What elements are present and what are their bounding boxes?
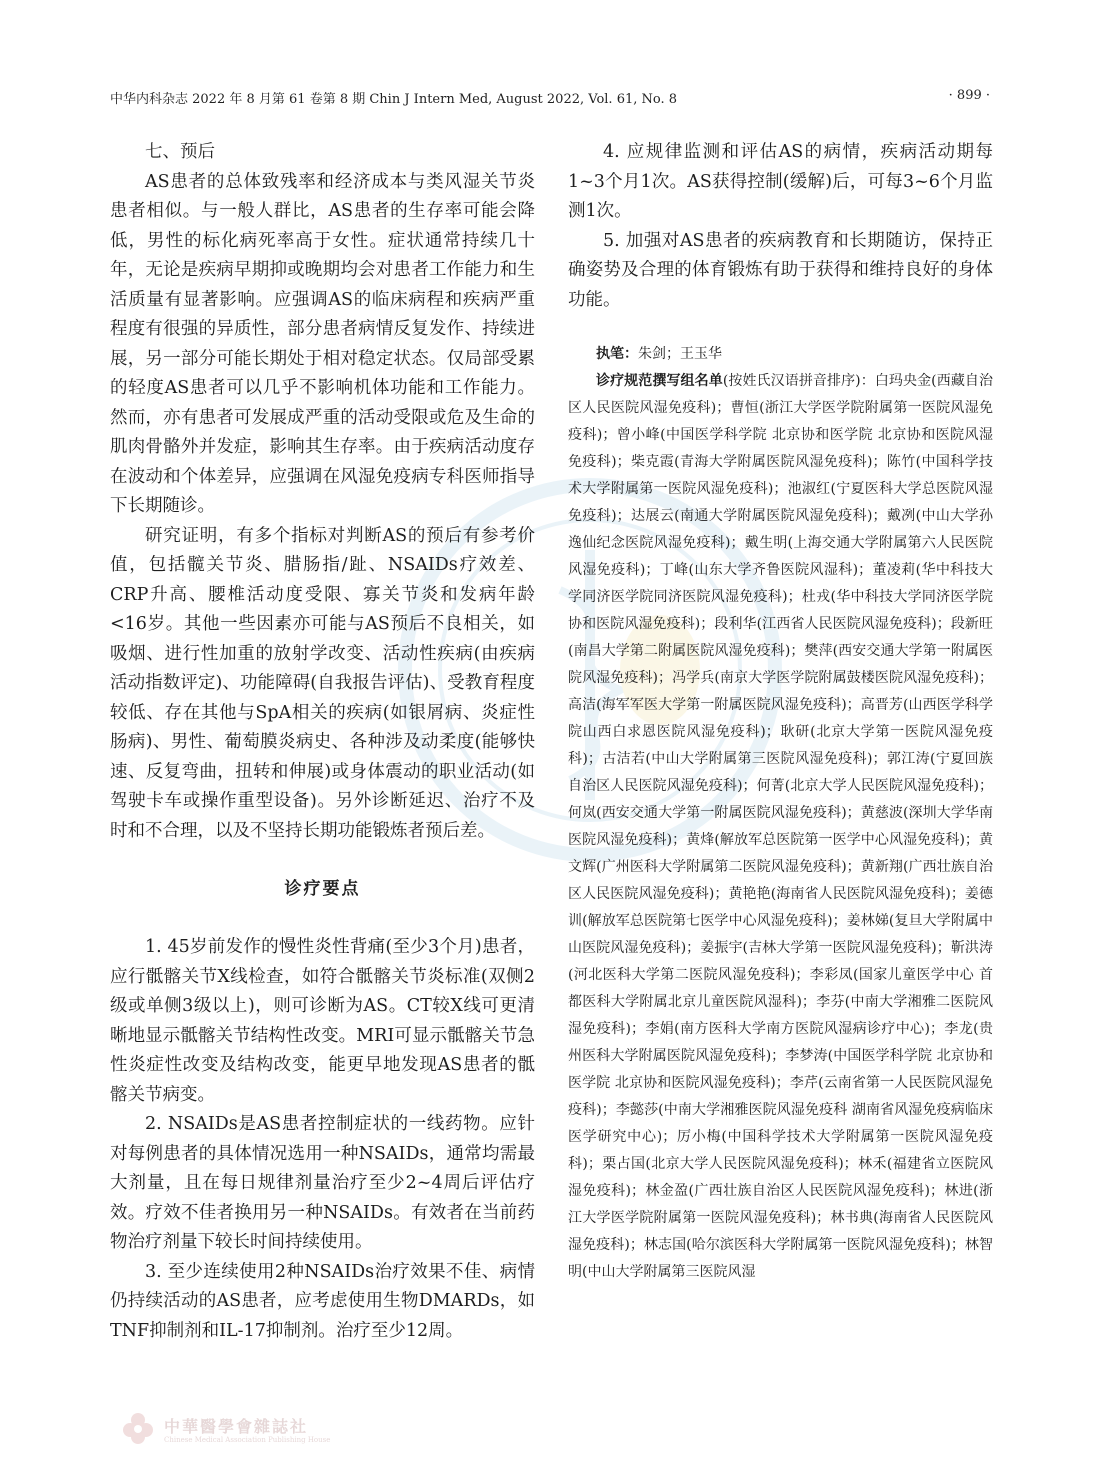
key-point-5: 5. 加强对AS患者的疾病教育和长期随访，保持正确姿势及合理的体育锻炼有助于获得和维持良好的身体功能。	[568, 230, 993, 310]
key-point-3: 3. 至少连续使用2种NSAIDs治疗效果不佳、病情仍持续活动的AS患者，应考虑使用生物DMARDs，如TNF抑制剂和IL-17抑制剂。治疗至少12周。	[110, 1261, 535, 1341]
publisher-logo	[120, 1408, 500, 1448]
journal-citation: 中华内科杂志 2022 年 8 月第 61 卷第 8 期 Chin J Intern Med, August 2022, Vol. 61, No. 8	[110, 92, 678, 107]
section-heading-prognosis: 七、预后	[145, 142, 215, 162]
committee-members: (按姓氏汉语拼音排序)：白玛央金(西藏自治区人民医院风湿免疫科)；曹恒(浙江大学医学院附属第一医院风湿免疫科)；曾小峰(中国医学科学院 北京协和医学院 北京协和医院风湿免疫科)；柴克霞(青海大学附属医院风湿免疫科)；陈竹(中国科学技术大学附属第一医院风湿免疫科)；池淑红(宁夏医科大学总医院风湿免疫科)；达展云(南通大学附属医院风湿免疫科)；戴冽(中山大学孙逸仙纪念医院风湿免疫科)；戴生明(上海交通大学附属第六人民医院风湿免疫科)；丁峰(山东大学齐鲁医院风湿科)；董凌莉(华中科技大学同济医学院同济医院风湿免疫科)；杜戎(华中科技大学同济医学院协和医院风湿免疫科)；段利华(江西省人民医院风湿免疫科)；段新旺(南昌大学第二附属医院风湿免疫科)；樊萍(西安交通大学第一附属医院风湿免疫科)；冯学兵(南京大学医学院附属鼓楼医院风湿免疫科)；高洁(海军军医大学第一附属医院风湿免疫科)；高晋芳(山西医学科学院山西白求恩医院风湿免疫科)；耿研(北京大学第一医院风湿免疫科)；古洁若(中山大学附属第三医院风湿免疫科)；郭江涛(宁夏回族自治区人民医院风湿免疫科)；何菁(北京大学人民医院风湿免疫科)；何岚(西安交通大学第一附属医院风湿免疫科)；黄慈波(深圳大学华南医院风湿免疫科)；黄烽(解放军总医院第一医学中心风湿免疫科)；黄文辉(广州医科大学附属第二医院风湿免疫科)；黄新翔(广西壮族自治区人民医院风湿免疫科)；黄艳艳(海南省人民医院风湿免疫科)；姜德训(解放军总医院第七医学中心风湿免疫科)；姜林娣(复旦大学附属中山医院风湿免疫科)；姜振宇(吉林大学第一医院风湿免疫科)；靳洪涛(河北医科大学第二医院风湿免疫科)；李彩凤(国家儿童医学中心 首都医科大学附属北京儿童医院风湿科)；李芬(中南大学湘雅二医院风湿免疫科)；李娟(南方医科大学南方医院风湿病诊疗中心)；李龙(贵州医科大学附属医院风湿免疫科)；李梦涛(中国医学科学院 北京协和医学院 北京协和医院风湿免疫科)；李芹(云南省第一人民医院风湿免疫科)；李懿莎(中南大学湘雅医院风湿免疫科 湖南省风湿免疫病临床医学研究中心)；厉小梅(中国科学技术大学附属第一医院风湿免疫科)；栗占国(北京大学人民医院风湿免疫科)；林禾(福建省立医院风湿免疫科)；林金盈(广西壮族自治区人民医院风湿免疫科)；林进(浙江大学医学院附属第一医院风湿免疫科)；林书典(海南省人民医院风湿免疫科)；林志国(哈尔滨医科大学附属第一医院风湿免疫科)；林智明(中山大学附属第三医院风湿	[568, 373, 993, 1280]
committee-list	[568, 368, 993, 1286]
publisher-name: 中華醫學會雜誌社	[164, 1417, 309, 1436]
authors-names: 朱剑；王玉华	[638, 346, 722, 362]
key-point-2: 2. NSAIDs是AS患者控制症状的一线药物。应针对每例患者的具体情况选用一种NSAIDs，通常均需最大剂量，且在每日规律剂量治疗至少2~4周后评估疗效。疗效不佳者换用另一种NSAIDs。有效者在当前药物治疗剂量下较长时间持续使用。	[110, 1114, 535, 1252]
author-block	[568, 341, 993, 1286]
key-points-title: 诊疗要点	[284, 879, 361, 899]
publisher-name-english: Chinese Medical Association Publishing House	[164, 1436, 331, 1444]
key-point-1: 1. 45岁前发作的慢性炎性背痛(至少3个月)患者，应行骶髂关节X线检查，如符合骶髂关节炎标准(双侧2级或单侧3级以上)，则可诊断为AS。CT较X线可更清晰地显示骶髂关节结构性改变。MRI可显示骶髂关节急性炎症性改变及结构改变，能更早地发现AS患者的骶髂关节病变。	[110, 937, 535, 1105]
key-point-4: 4. 应规律监测和评估AS的病情，疾病活动期每1~3个月1次。AS获得控制(缓解)后，可每3~6个月监测1次。	[568, 142, 993, 221]
prognosis-paragraph-1: AS患者的总体致残率和经济成本与类风湿关节炎患者相似。与一般人群比，AS患者的生存率可能会降低，男性的标化病死率高于女性。症状通常持续几十年，无论是疾病早期抑或晚期均会对患者工作能力和生活质量有显著影响。应强调AS的临床病程和疾病严重程度有很强的异质性，部分患者病情反复发作、持续进展，另一部分可能长期处于相对稳定状态。仅局部受累的轻度AS患者可以几乎不影响机体功能和工作能力。然而，亦有患者可发展成严重的活动受限或危及生命的肌肉骨骼外并发症，影响其生存率。由于疾病活动度存在波动和个体差异，应强调在风湿免疫病专科医师指导下长期随诊。	[110, 171, 535, 516]
left-column	[110, 138, 535, 1346]
page-number: · 899 ·	[948, 88, 990, 103]
running-header	[110, 88, 990, 108]
committee-label: 诊疗规范撰写组名单	[596, 373, 723, 389]
prognosis-paragraph-2: 研究证明，有多个指标对判断AS的预后有参考价值，包括髋关节炎、腊肠指/趾、NSAIDs疗效差、CRP升高、腰椎活动度受限、寡关节炎和发病年龄<16岁。其他一些因素亦可能与AS预后不良相关，如吸烟、进行性加重的放射学改变、活动性疾病(由疾病活动指数评定)、功能障碍(自我报告评估)、受教育程度较低、存在其他与SpA相关的疾病(如银屑病、炎症性肠病)、男性、葡萄膜炎病史、各种涉及动柔度(能够快速、反复弯曲，扭转和伸展)或身体震动的职业活动(如驾驶卡车或操作重型设备)。另外诊断延迟、治疗不及时和不合理，以及不坚持长期功能锻炼者预后差。	[110, 525, 535, 841]
authors-label: 执笔：	[596, 346, 638, 362]
flower-logo-icon	[120, 1410, 156, 1446]
right-column	[568, 138, 993, 1286]
authors-line	[568, 341, 993, 368]
